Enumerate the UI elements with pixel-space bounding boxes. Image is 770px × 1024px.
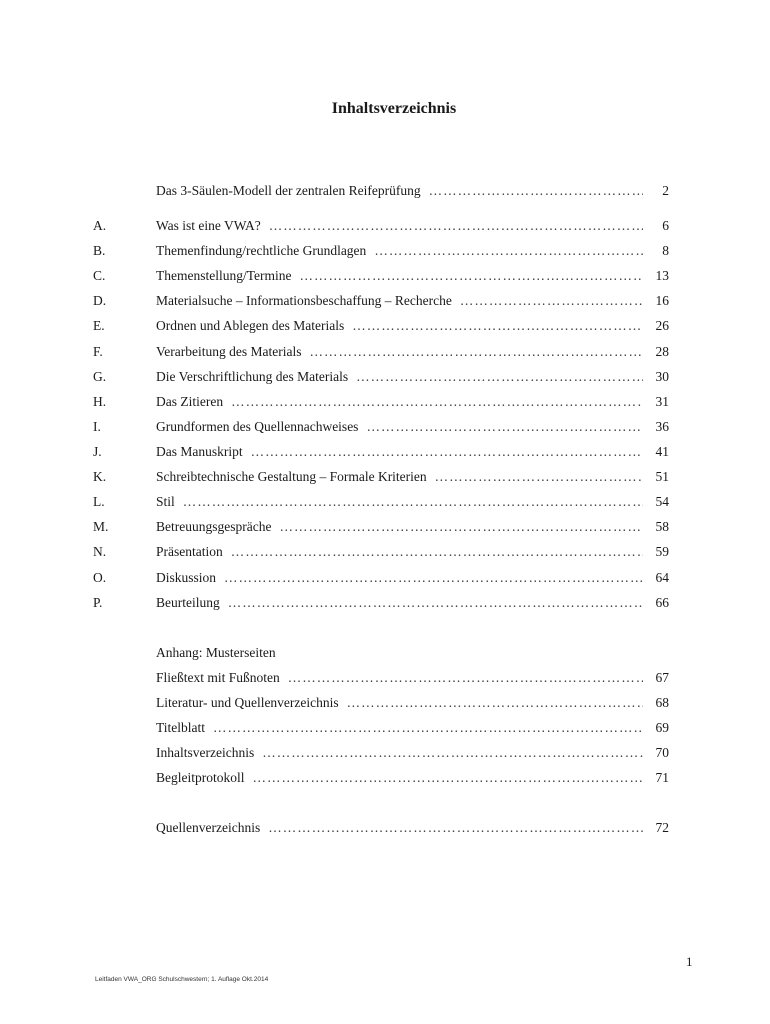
toc-page-number: 8 [662, 243, 669, 258]
toc-label: Die Verschriftlichung des Materials [156, 369, 349, 384]
toc-label: Ordnen und Ablegen des Materials [156, 318, 345, 333]
toc-row [0, 316, 770, 336]
toc-page-number: 2 [662, 183, 669, 198]
toc-page-number: 72 [655, 820, 669, 835]
toc-page-number: 6 [662, 218, 669, 233]
toc-letter: M. [93, 519, 109, 534]
toc-leader [356, 367, 643, 387]
toc-label: Stil [156, 494, 175, 509]
toc-page-number: 54 [655, 494, 669, 509]
toc-leader [269, 216, 643, 236]
toc-letter: I. [93, 419, 101, 434]
toc-label: Das Manuskript [156, 444, 243, 459]
toc-leader [251, 442, 643, 462]
toc-label: Begleitprotokoll [156, 770, 245, 785]
toc-row-appendix [0, 668, 770, 688]
toc-row [0, 542, 770, 562]
toc-leader [231, 542, 643, 562]
toc-label: Themenstellung/Termine [156, 268, 292, 283]
toc-page-number: 68 [655, 695, 669, 710]
toc-label: Das 3-Säulen-Modell der zentralen Reifeprüfung [156, 183, 421, 198]
toc-page-number: 13 [655, 268, 669, 283]
toc-leader [374, 241, 643, 261]
toc-row [0, 517, 770, 537]
toc-page-number: 71 [655, 770, 669, 785]
toc-letter: C. [93, 268, 106, 283]
toc-row [0, 367, 770, 387]
toc-leader [231, 392, 643, 412]
toc-page-number: 67 [655, 670, 669, 685]
toc-leader [183, 492, 643, 512]
toc-label: Quellenverzeichnis [156, 820, 261, 835]
toc-page-number: 64 [655, 570, 669, 585]
toc-row [0, 342, 770, 362]
toc-leader [347, 693, 643, 713]
toc-row [0, 492, 770, 512]
toc-row [0, 216, 770, 236]
toc-label: Betreuungsgespräche [156, 519, 272, 534]
toc-page-number: 31 [655, 394, 669, 409]
toc-letter: K. [93, 469, 107, 484]
toc-row [0, 417, 770, 437]
toc-leader [300, 266, 643, 286]
page-title: Inhaltsverzeichnis [331, 100, 457, 117]
toc-letter: P. [93, 595, 103, 610]
toc-leader [429, 181, 643, 201]
toc-leader [253, 768, 644, 788]
toc-label: Beurteilung [156, 595, 220, 610]
toc-row-intro [0, 181, 770, 201]
toc-leader [224, 568, 643, 588]
toc-row-appendix [0, 718, 770, 738]
toc-letter: G. [93, 369, 107, 384]
toc-leader [435, 467, 643, 487]
toc-row [0, 241, 770, 261]
toc-page-number: 36 [655, 419, 669, 434]
toc-leader [213, 718, 643, 738]
toc-page-number: 26 [655, 318, 669, 333]
toc-letter: D. [93, 293, 107, 308]
toc-letter: E. [93, 318, 105, 333]
toc-row-appendix [0, 768, 770, 788]
toc-leader [352, 316, 643, 336]
toc-label: Verarbeitung des Materials [156, 344, 302, 359]
toc-leader [228, 593, 643, 613]
toc-page-number: 16 [655, 293, 669, 308]
toc-page-number: 51 [655, 469, 669, 484]
toc-label: Was ist eine VWA? [156, 218, 261, 233]
toc-letter: O. [93, 570, 107, 585]
toc-letter: H. [93, 394, 107, 409]
appendix-heading: Anhang: Musterseiten [156, 645, 276, 660]
toc-label: Diskussion [156, 570, 217, 585]
toc-row [0, 442, 770, 462]
toc-letter: B. [93, 243, 106, 258]
toc-row [0, 568, 770, 588]
toc-label: Grundformen des Quellennachweises [156, 419, 359, 434]
toc-row [0, 392, 770, 412]
toc-label: Titelblatt [156, 720, 206, 735]
toc-row [0, 266, 770, 286]
toc-label: Das Zitieren [156, 394, 224, 409]
toc-label: Präsentation [156, 544, 223, 559]
toc-leader [262, 743, 643, 763]
toc-row-appendix [0, 743, 770, 763]
toc-page-number: 28 [655, 344, 669, 359]
toc-row [0, 467, 770, 487]
toc-leader [288, 668, 643, 688]
toc-row [0, 291, 770, 311]
toc-page-number: 30 [655, 369, 669, 384]
toc-label: Themenfindung/rechtliche Grundlagen [156, 243, 367, 258]
toc-page-number: 58 [655, 519, 669, 534]
toc-label: Inhaltsverzeichnis [156, 745, 255, 760]
toc-page-number: 59 [655, 544, 669, 559]
toc-leader [279, 517, 643, 537]
toc-page-number: 41 [655, 444, 669, 459]
toc-page-number: 70 [655, 745, 669, 760]
toc-leader [460, 291, 643, 311]
toc-row [0, 593, 770, 613]
toc-label: Materialsuche – Informationsbeschaffung – Recherche [156, 293, 452, 308]
toc-letter: A. [93, 218, 107, 233]
toc-page-number: 69 [655, 720, 669, 735]
toc-label: Schreibtechnische Gestaltung – Formale Kriterien [156, 469, 427, 484]
toc-letter: J. [93, 444, 102, 459]
toc-page-number: 66 [655, 595, 669, 610]
toc-label: Literatur- und Quellenverzeichnis [156, 695, 339, 710]
toc-letter: F. [93, 344, 103, 359]
toc-letter: N. [93, 544, 107, 559]
toc-letter: L. [93, 494, 105, 509]
toc-leader [268, 818, 643, 838]
toc-row-sources [0, 818, 770, 838]
toc-leader [366, 417, 643, 437]
toc-leader [309, 342, 643, 362]
footer-text: Leitfaden VWA_ORG Schulschwestern; 1. Auflage Okt.2014 [95, 976, 269, 983]
page-number: 1 [686, 954, 693, 969]
toc-label: Fließtext mit Fußnoten [156, 670, 280, 685]
toc-row-appendix [0, 693, 770, 713]
